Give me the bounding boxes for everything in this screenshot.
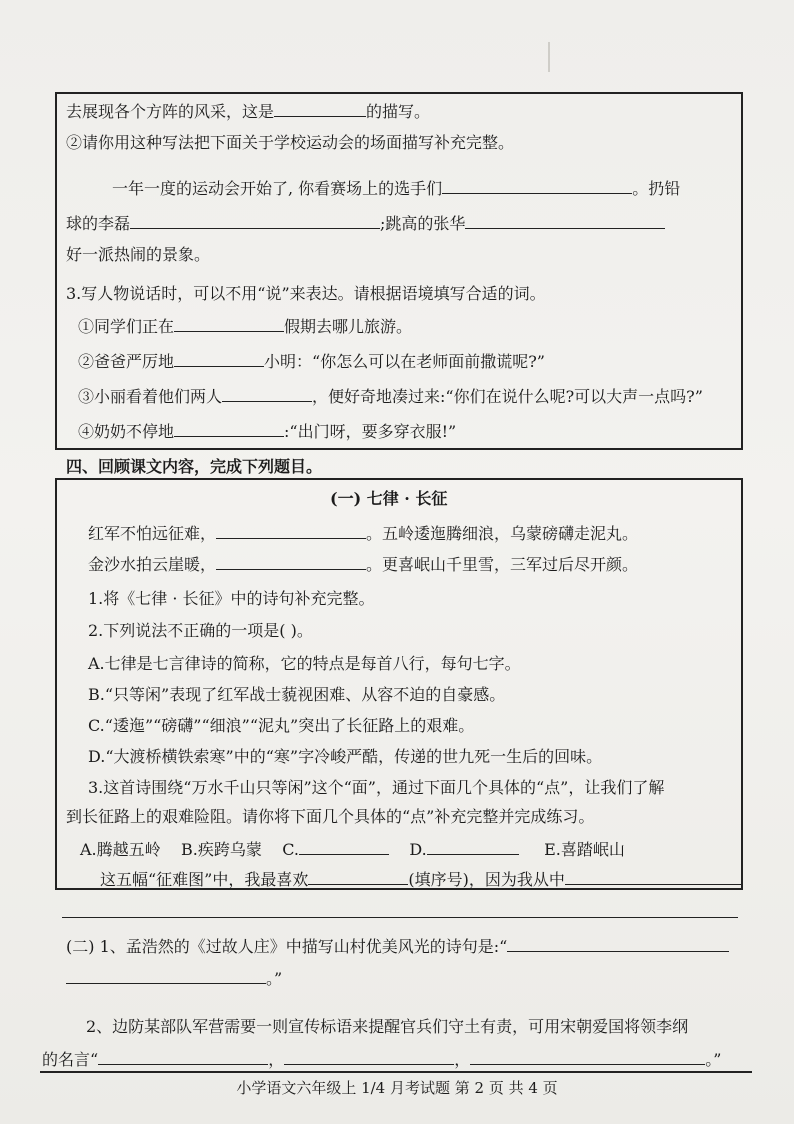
question-two-2-line-2: 的名言“ ， ， 。” [42, 1050, 722, 1069]
answer-blank[interactable] [427, 838, 519, 855]
answer-blank[interactable] [174, 350, 264, 367]
question-two-2-line-1: 2、边防某部队军营需要一则宣传标语来提醒官兵们守土有责，可用宋朝爱国将领李纲 [86, 1017, 689, 1036]
answer-blank[interactable] [174, 420, 284, 437]
question-3-item-2: ②爸爸严厉地 小明：“你怎么可以在老师面前撒谎呢?” [78, 352, 545, 371]
answer-blank[interactable] [216, 553, 366, 570]
answer-blank[interactable] [98, 1048, 268, 1065]
line-style-description: 去展现各个方阵的风采，这是 的描写。 [66, 102, 431, 121]
question-3-item-1: ①同学们正在 假期去哪儿旅游。 [78, 317, 413, 336]
question-two-1: (二) 1、孟浩然的《过故人庄》中描写山村优美风光的诗句是:“ [66, 935, 729, 958]
answer-blank[interactable] [565, 868, 743, 885]
option-b[interactable]: B.“只等闲”表现了红军战士藐视困难、从容不迫的自豪感。 [88, 685, 506, 704]
favorite-picture-line: 这五幅“征难图”中，我最喜欢 (填序号)，因为我从中 [100, 868, 743, 891]
answer-blank[interactable] [470, 1048, 705, 1065]
poem-question-3-line-2: 到长征路上的艰难险阻。请你将下面几个具体的“点”补充完整并完成练习。 [66, 807, 595, 826]
question-two-1-cont: 。” [66, 967, 282, 990]
footer-divider [40, 1071, 752, 1073]
poem-line-2: 金沙水拍云崖暖， 。更喜岷山千里雪，三军过后尽开颜。 [88, 555, 639, 574]
sports-meet-para-1: 一年一度的运动会开始了, 你看赛场上的选手们 。扔铅 [112, 179, 681, 198]
answer-blank[interactable] [222, 385, 312, 402]
answer-blank[interactable] [465, 212, 665, 229]
page-footer: 小学语文六年级上 1/4 月考试题 第 2 页 共 4 页 [236, 1079, 558, 1097]
answer-blank[interactable] [299, 838, 389, 855]
poem-line-1: 红军不怕远征难， 。五岭逶迤腾细浪，乌蒙磅礴走泥丸。 [88, 524, 639, 543]
poem-question-1: 1.将《七律 · 长征》中的诗句补充完整。 [88, 589, 375, 608]
poem-question-3-line-1: 3.这首诗围绕“万水千山只等闲”这个“面”，通过下面几个具体的“点”，让我们了解 [88, 778, 665, 797]
answer-line[interactable] [62, 917, 738, 918]
point-list: A.腾越五岭 B.疾跨乌蒙 C. D. E.喜踏岷山 [80, 840, 625, 859]
answer-blank[interactable] [216, 522, 366, 539]
answer-blank[interactable] [442, 177, 632, 194]
section-4-heading: 四、回顾课文内容，完成下列题目。 [66, 457, 323, 476]
answer-blank[interactable] [308, 868, 408, 885]
answer-blank[interactable] [274, 100, 366, 117]
option-a[interactable]: A.七律是七言律诗的简称，它的特点是每首八行，每句七字。 [88, 654, 521, 673]
page-fold-mark [548, 42, 550, 72]
answer-blank[interactable] [130, 212, 380, 229]
option-d[interactable]: D.“大渡桥横铁索寒”中的“寒”字冷峻严酷，传递的世九死一生后的回味。 [88, 747, 603, 766]
answer-blank[interactable] [507, 935, 729, 952]
answer-blank[interactable] [174, 315, 284, 332]
answer-blank[interactable] [66, 967, 266, 984]
answer-blank[interactable] [284, 1048, 454, 1065]
sports-meet-para-3: 好一派热闹的景象。 [66, 245, 211, 264]
poem-title: (一) 七律 · 长征 [330, 489, 448, 508]
question-2-instruction: ②请你用这种写法把下面关于学校运动会的场面描写补充完整。 [66, 133, 515, 152]
option-c[interactable]: C.“逶迤”“磅礴”“细浪”“泥丸”突出了长征路上的艰难。 [88, 716, 475, 735]
poem-question-2: 2.下列说法不正确的一项是( )。 [88, 621, 313, 640]
question-3-item-4: ④奶奶不停地 :“出门呀，要多穿衣服!” [78, 422, 457, 441]
question-3-instruction: 3.写人物说话时，可以不用“说”来表达。请根据语境填写合适的词。 [66, 284, 546, 303]
sports-meet-para-2: 球的李磊 ;跳高的张华 [66, 212, 665, 235]
question-3-item-3: ③小丽看着他们两人 ，便好奇地凑过来:“你们在说什么呢?可以大声一点吗?” [78, 387, 703, 406]
